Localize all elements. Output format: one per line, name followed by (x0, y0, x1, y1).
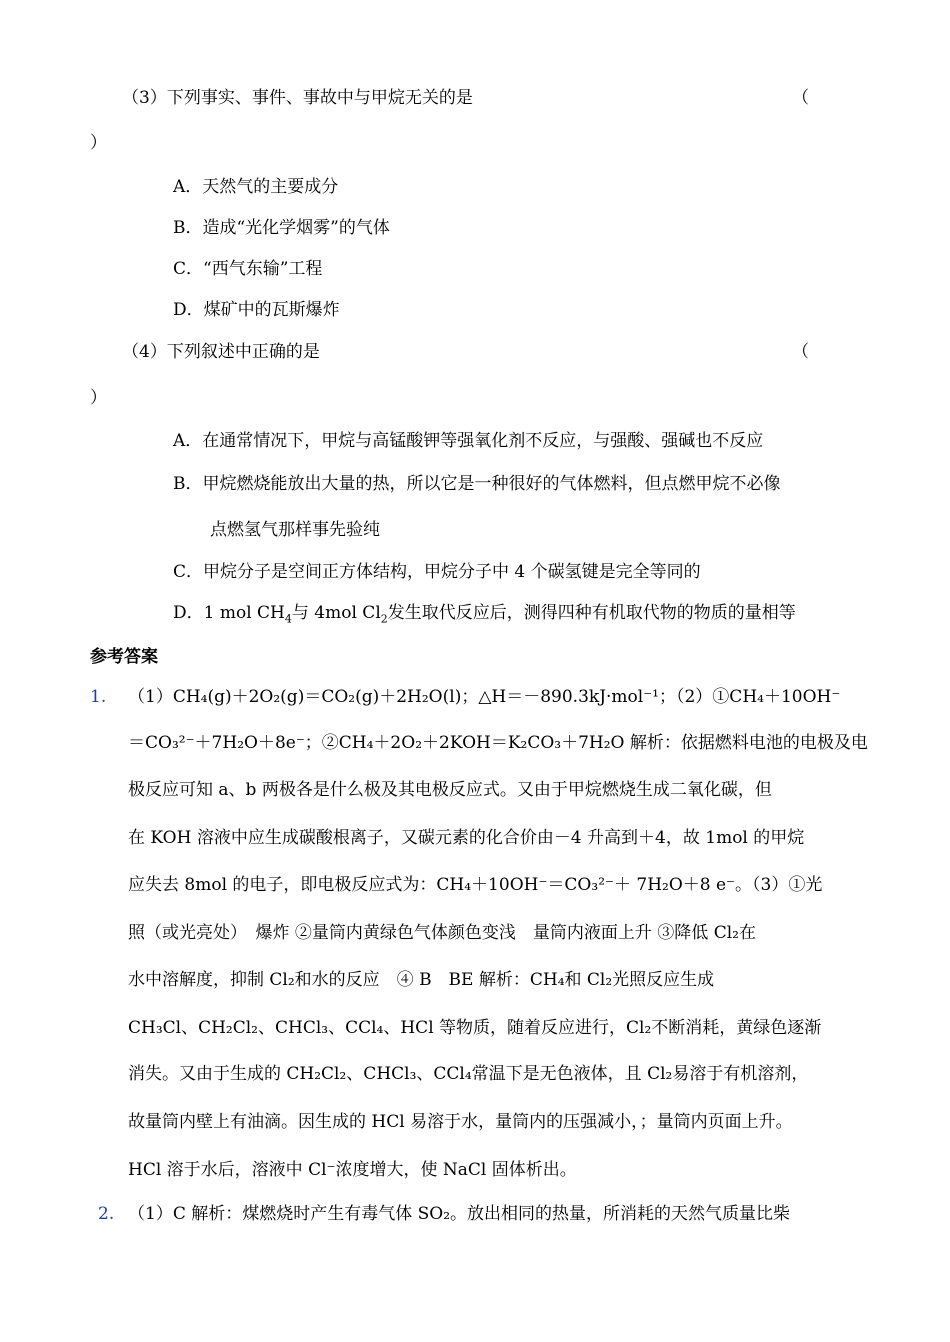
q4-option-d-part1: D．1 mol CH (173, 603, 285, 623)
q3-paren-open: （ (792, 88, 809, 108)
q4-option-b-line1: B．甲烷燃烧能放出大量的热，所以它是一种很好的气体燃料，但点燃甲烷不必像 (173, 474, 781, 494)
q4-option-d: D．1 mol $CH_4$与 4mol $Cl_2$发生取代反应后，测得四种有机取代物的物质的量相等 (173, 603, 796, 626)
answer-2-line-1: （1）C 解析：煤燃烧时产生有毒气体 SO₂。放出相同的热量，所消耗的天然气质量比柴 (128, 1204, 791, 1224)
answer-1-line-2: ＝CO₃²⁻＋7H₂O＋8e⁻；②CH₄＋2O₂＋2KOH＝K₂CO₃＋7H₂O 解析：依据燃料电池的电极及电 (128, 733, 868, 753)
q4-option-d-part2: 与 4mol Cl (291, 603, 381, 623)
answer-1-line-10: 故量筒内壁上有油滴。因生成的 HCl 易溶于水，量筒内的压强减小，；量筒内页面上升。 (128, 1112, 793, 1132)
q4-option-a: A．在通常情况下，甲烷与高锰酸钾等强氧化剂不反应，与强酸、强碱也不反应 (173, 431, 764, 451)
q4-stem: （4）下列叙述中正确的是 (122, 342, 320, 362)
answer-1-number: 1. (90, 687, 107, 707)
q3-stem: （3）下列事实、事件、事故中与甲烷无关的是 (122, 88, 473, 108)
q3-option-b: B．造成“光化学烟雾”的气体 (173, 218, 390, 238)
q3-paren-close: ） (90, 133, 107, 153)
answers-heading: 参考答案 (90, 647, 158, 667)
answer-2-number: 2. (98, 1204, 115, 1224)
answer-1-line-11: HCl 溶于水后，溶液中 Cl⁻浓度增大，使 NaCl 固体析出。 (128, 1160, 577, 1180)
answer-1-line-8: CH₃Cl、CH₂Cl₂、CHCl₃、CCl₄、HCl 等物质，随着反应进行，Cl₂不断消耗，黄绿色逐渐 (128, 1018, 822, 1038)
q3-option-c: C．“西气东输”工程 (173, 259, 323, 279)
answer-1-line-6: 照（或光亮处） 爆炸 ②量筒内黄绿色气体颜色变浅 量筒内液面上升 ③降低 Cl₂在 (128, 923, 756, 943)
q4-option-b-line2: 点燃氢气那样事先验纯 (210, 520, 380, 540)
answer-1-line-3: 极反应可知 a、b 两极各是什么极及其电极反应式。又由于甲烷燃烧生成二氧化碳，但 (128, 780, 772, 800)
answer-1-line-1: （1）CH₄(g)＋2O₂(g)＝CO₂(g)＋2H₂O(l)；△H＝－890.3kJ·mol⁻¹；（2）①CH₄＋10OH⁻ (128, 687, 841, 707)
answer-1-line-5: 应失去 8mol 的电子，即电极反应式为：CH₄＋10OH⁻＝CO₃²⁻＋ 7H₂O＋8 e⁻。（3）①光 (128, 875, 823, 895)
q4-option-d-part3: 发生取代反应后，测得四种有机取代物的物质的量相等 (387, 603, 796, 623)
q3-option-d: D．煤矿中的瓦斯爆炸 (173, 300, 340, 320)
q4-paren-close: ） (90, 388, 107, 408)
q4-option-c: C．甲烷分子是空间正方体结构，甲烷分子中 4 个碳氢键是完全等同的 (173, 562, 701, 582)
answer-1-line-7: 水中溶解度，抑制 Cl₂和水的反应 ④ B BE 解析：CH₄和 Cl₂光照反应生成 (128, 970, 715, 990)
q4-paren-open: （ (792, 342, 809, 362)
answer-1-line-4: 在 KOH 溶液中应生成碳酸根离子，又碳元素的化合价由－4 升高到＋4，故 1mol 的甲烷 (128, 828, 805, 848)
answer-1-line-9: 消失。又由于生成的 CH₂Cl₂、CHCl₃、CCl₄常温下是无色液体，且 Cl₂易溶于有机溶剂， (128, 1064, 809, 1084)
q3-option-a: A．天然气的主要成分 (173, 177, 339, 197)
